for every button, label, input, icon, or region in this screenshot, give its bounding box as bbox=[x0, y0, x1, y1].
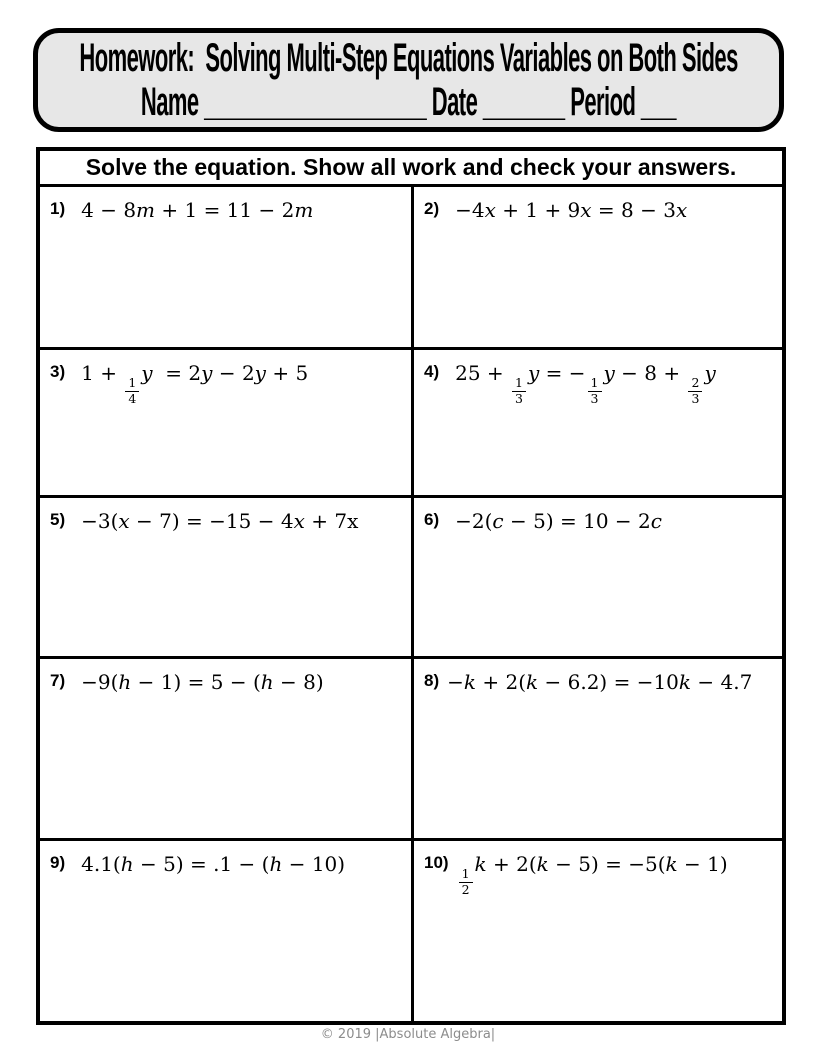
problem-equation: 25 + $\frac{1}{3}$ y = − $\frac{1}{3}$ y − 8 + $\frac{2}{3}$ y bbox=[455, 361, 716, 407]
worksheet-title: Homework: Solving Multi-Step Equations Variables on Both Sides bbox=[79, 36, 738, 80]
problem-number: 1) bbox=[50, 199, 66, 218]
name-date-period-line bbox=[141, 81, 676, 123]
problem-number: 3) bbox=[50, 362, 66, 381]
period-label: Period bbox=[564, 80, 641, 124]
problem-cell-3 bbox=[40, 350, 411, 498]
problem-equation: 4 − 8m + 1 = 11 − 2m bbox=[81, 198, 314, 222]
fraction: $\frac{1}{2}$ bbox=[459, 867, 473, 898]
problem-number: 2) bbox=[424, 199, 440, 218]
problem-cell-9 bbox=[40, 841, 411, 1021]
problem-equation: −3(x − 7) = −15 − 4x + 7x bbox=[81, 509, 359, 533]
name-label: Name bbox=[140, 80, 205, 124]
date-label: Date bbox=[426, 80, 483, 124]
problem-equation: 1 + $\frac{1}{4}$ y = 2y − 2y + 5 bbox=[81, 361, 309, 407]
date-blank: _______ bbox=[482, 80, 565, 124]
name-blank: ___________________ bbox=[204, 80, 427, 124]
problem-equation: −9(h − 1) = 5 − (h − 8) bbox=[81, 670, 324, 694]
problem-cell-7 bbox=[40, 659, 411, 841]
problem-equation: $\frac{1}{2}$ k + 2(k − 5) = −5(k − 1) bbox=[457, 850, 728, 898]
problems-table bbox=[36, 147, 786, 1025]
problem-number: 10) bbox=[424, 853, 449, 872]
problem-equation: −2(c − 5) = 10 − 2c bbox=[455, 509, 662, 533]
copyright-footer: © 2019 |Absolute Algebra| bbox=[320, 1027, 496, 1042]
fraction: $\frac{1}{3}$ bbox=[588, 376, 602, 407]
problem-number: 8) bbox=[424, 671, 440, 690]
instructions-banner: Solve the equation. Show all work and check your answers. bbox=[40, 151, 782, 187]
problem-equation: 4.1(h − 5) = .1 − (h − 10) bbox=[81, 852, 346, 876]
fraction: $\frac{2}{3}$ bbox=[688, 376, 702, 407]
problem-cell-8 bbox=[411, 659, 782, 841]
problem-cell-6 bbox=[411, 498, 782, 659]
problem-number: 9) bbox=[50, 853, 66, 872]
problem-cell-5 bbox=[40, 498, 411, 659]
header-box bbox=[33, 28, 784, 132]
problem-number: 7) bbox=[50, 671, 66, 690]
problem-cell-1 bbox=[40, 187, 411, 350]
problem-cell-4 bbox=[411, 350, 782, 498]
problem-cell-10 bbox=[411, 841, 782, 1021]
problem-cell-2 bbox=[411, 187, 782, 350]
problem-number: 4) bbox=[424, 362, 440, 381]
problem-number: 5) bbox=[50, 510, 66, 529]
problem-equation: −4x + 1 + 9x = 8 − 3x bbox=[455, 198, 688, 222]
fraction: $\frac{1}{4}$ bbox=[125, 376, 139, 407]
period-blank: ___ bbox=[640, 80, 677, 124]
problem-number: 6) bbox=[424, 510, 440, 529]
problem-equation: −k + 2(k − 6.2) = −10k − 4.7 bbox=[447, 670, 753, 694]
fraction: $\frac{1}{3}$ bbox=[512, 376, 526, 407]
